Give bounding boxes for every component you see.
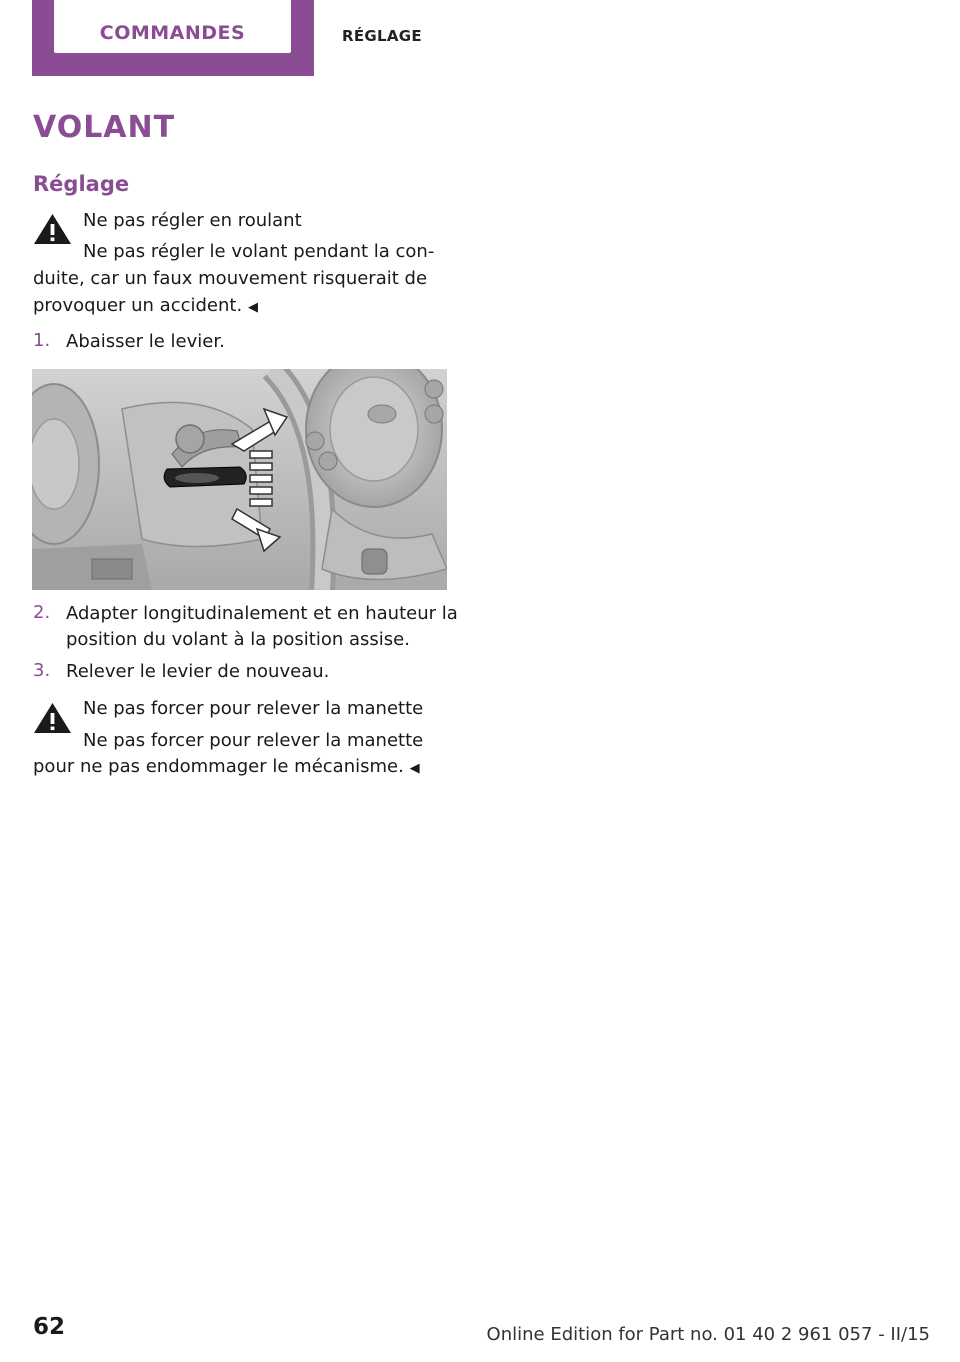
step-number: 3. [33, 660, 51, 681]
warning-text-end: pour ne pas endommager le mécanisme. [33, 756, 404, 777]
section-subtitle: Réglage [33, 172, 130, 196]
warning-text [33, 292, 258, 322]
warning-heading: Ne pas forcer pour relever la manette [83, 698, 424, 719]
page-title: VOLANT [33, 110, 176, 145]
warning-icon [32, 211, 73, 247]
warning-icon [32, 700, 73, 736]
end-marker: ◀ [247, 300, 258, 315]
steering-column-photo [32, 369, 447, 590]
end-marker: ◀ [409, 761, 420, 776]
header-section: RÉGLAGE [342, 27, 422, 45]
warning-text-end: provoquer un accident. [33, 295, 243, 316]
warning-heading: Ne pas régler en roulant [83, 210, 302, 231]
footer-edition: Online Edition for Part no. 01 40 2 961 057 - II/15 [486, 1324, 930, 1345]
steering-lever-illustration [32, 369, 447, 590]
step-number: 2. [33, 602, 51, 623]
warning-text: Ne pas régler le volant pendant la con‐ [83, 241, 435, 262]
warning-text [33, 753, 420, 783]
warning-text: duite, car un faux mouvement risquerait de [33, 268, 428, 289]
header-tab[interactable] [54, 0, 291, 53]
warning-text: Ne pas forcer pour relever la manette [83, 730, 424, 751]
header-tab-label: COMMANDES [99, 22, 246, 44]
step-text: Relever le levier de nouveau. [66, 661, 330, 682]
step-text: position du volant à la position assise. [66, 629, 410, 650]
step-number: 1. [33, 330, 51, 351]
page-number: 62 [33, 1314, 66, 1340]
step-text: Adapter longitudinalement et en hauteur la [66, 603, 458, 624]
step-text: Abaisser le levier. [66, 331, 225, 352]
